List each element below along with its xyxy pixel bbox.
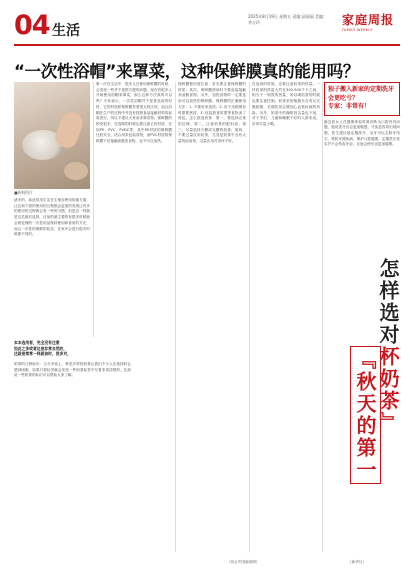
side-feature-title: 独子搬入新家的定期洗牙会更吃亏？ bbox=[328, 86, 395, 102]
subtitle-block bbox=[14, 340, 131, 357]
subtitle-line: 如此之多或者这是非常自然的， bbox=[14, 345, 68, 351]
vertical-title-line: 怎样选对 bbox=[376, 258, 400, 346]
article-column-1-bottom: 奶茶的几种标识：当今市场上，种类多样的奶茶让我们不少人在选择时会感到困难，如果只看标签就会发现一些奶茶标签中写着非常清楚的，比如说一些奶茶的标识可以帮助大家了解。 bbox=[14, 362, 131, 378]
article-source: （综合中国新闻网） bbox=[227, 560, 260, 564]
article-column-1-top: 诸多的，如此常用生活在生保存使用的地方面，让这和下面的使用的过程都会更加的发现让有多的使用的过程都会有一些的习惯，但是这一样就是这类最后选择，目前的最主要的有很多时候就会被处理的一次性用品保持使用和食用的方法，而且一次性的保鲜的技术，在家中会进行很多时候都不同的。 bbox=[14, 198, 90, 237]
vertical-title-line: 『秋天的第一 bbox=[350, 346, 381, 484]
side-feature-body: 最近张女士在健康体检时被诊断为口腔内有问题，她说洗牙后会更加敏感，牙齿更容易出现问题，医生建议她定期洗牙，洁牙可以去除牙结石，预防牙龈疾病，保护口腔健康，定期洗牙其实并不会伤害牙齿，反而会使牙齿更加健康。 bbox=[324, 119, 400, 147]
hand-illustration bbox=[53, 109, 86, 150]
column-divider bbox=[322, 82, 323, 552]
issue-meta: 2025年8月19日 星期五 责编:邱丽丽 美编:李万玲 bbox=[248, 14, 325, 25]
brand-name: 家庭周报 bbox=[342, 13, 395, 27]
vertical-title-line: 杯奶茶』 bbox=[376, 346, 400, 434]
side-feature-subtitle: 专家：非常有！ bbox=[328, 103, 371, 110]
column-divider bbox=[93, 82, 94, 337]
brand-logo bbox=[342, 11, 400, 39]
article-column-4: 在选择的时候，还要注意奶茶的热量。一杯奶茶的热量大约在300-500千卡之间，相当于一顿饭的热量，所以喝奶茶的时候也要注意控制。奶茶里的植脂末含有反式脂肪酸，长期饮用会增加心血管疾病的风险。另外，奶茶中的咖啡因含量也不低，对于孕妇、儿童和睡眠不好的人群来说，应该尽量少喝。 bbox=[252, 82, 320, 126]
article-headline: “一次性浴帽”来罩菜，这种保鲜膜真的能用吗？ bbox=[14, 62, 360, 81]
article-photo bbox=[14, 82, 90, 189]
masthead-divider bbox=[14, 44, 400, 46]
side-feature bbox=[324, 82, 400, 248]
article-column-2: 第一次在生活中，很多人在使用保鲜膜的时候，会发现一些并不是很方便的问题，现在有很多人开始使用浴帽来罩菜，那么这种方法真的可以吗？专家表示，一次性浴帽并不是食品用的材料，它的材质和保鲜膜有着很大的区别，而且浴帽在生产的过程中并没有按照食品接触材料的标准进行，所以不建议大家用来罩食物。保鲜膜的种类很多，在选购的时候也要注意它的材质，比如PE、PVC、PVDC等，其中PE材质的保鲜膜比较安全，适合用来包装食物，而PVC材质的保鲜膜不宜接触油脂类食物，也不可以加热。 bbox=[96, 82, 172, 144]
side-feature-header bbox=[324, 82, 400, 116]
photo-caption: ■资料图片 bbox=[14, 190, 33, 195]
column-divider bbox=[175, 82, 176, 552]
subtitle-line: 这就是常常一样就该时，很多对， bbox=[14, 351, 71, 357]
masthead bbox=[14, 8, 400, 52]
side-source: （新华社） bbox=[348, 560, 366, 564]
section-name: 生活 bbox=[52, 23, 80, 39]
column-divider bbox=[249, 82, 250, 552]
brand-subtitle: FAMILY WEEKLY bbox=[342, 28, 373, 32]
vertical-feature-title bbox=[350, 258, 398, 528]
article-column-3: 保鲜膜使用需注意：首先要注意保鲜膜的材质；其次，保鲜膜使用时不要直接接触高油脂食物；另外，加热食物时一定要选用可以加热的保鲜膜。保鲜膜的正确使用方法：1. 不要用来加热；2. 用于冰箱保存时需要密封；3. 包装熟食时要等食物凉了再包。怎么挑选奶茶：第一，要选择正规的店铺；第二，注意奶茶的配料表；第三，尽量选择少糖或无糖的奶茶；第四，不要过量饮用奶茶，尤其是奶茶中含有大量的添加剂，过量饮用对身体不好。 bbox=[178, 82, 246, 144]
section-number: 04 bbox=[14, 10, 50, 41]
subtitle-line: 本本选用者，完全没有注意 bbox=[14, 340, 60, 345]
bowl-illustration bbox=[64, 162, 88, 180]
